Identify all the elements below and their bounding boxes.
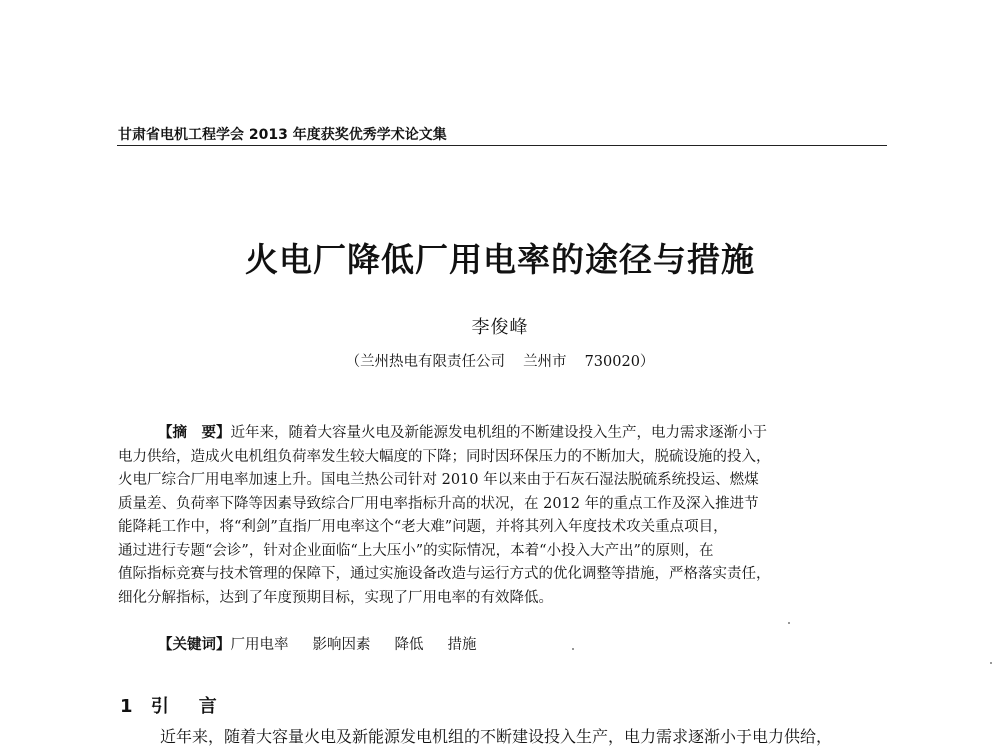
affiliation-open-paren: （ xyxy=(345,354,361,370)
abstract-line: 细化分解指标，达到了年度预期目标，实现了厂用电率的有效降低。 xyxy=(118,589,553,606)
scan-speck xyxy=(572,648,574,650)
author-affiliation xyxy=(0,350,1000,371)
keyword-item: 影响因素 xyxy=(312,637,371,653)
keyword-item: 措施 xyxy=(447,637,477,653)
affiliation-city: 兰州市 xyxy=(523,354,567,370)
affiliation-postcode: 730020 xyxy=(584,354,640,370)
keywords xyxy=(158,633,501,654)
abstract-label: 【摘 要】 xyxy=(158,425,231,441)
section-number: 1 xyxy=(120,696,139,717)
keyword-item: 厂用电率 xyxy=(230,637,289,653)
abstract-line: 质量差、负荷率下降等因素导致综合厂用电率指标升高的状况，在 2012 年的重点工作及深入推进节 xyxy=(118,495,759,512)
abstract-line: 火电厂综合厂用电率加速上升。国电兰热公司针对 2010 年以来由于石灰石湿法脱硫系统投运、燃煤 xyxy=(118,472,759,488)
keyword-item: 降低 xyxy=(394,637,424,653)
author-name: 李俊峰 xyxy=(471,317,529,338)
abstract-line: 电力供给，造成火电机组负荷率发生较大幅度的下降；同时因环保压力的不断加大，脱硫设施的投入， xyxy=(118,448,771,465)
keywords-label: 【关键词】 xyxy=(158,637,231,653)
abstract-line xyxy=(118,422,890,446)
paper-title: 火电厂降低厂用电率的途径与措施 xyxy=(245,240,755,279)
body-paragraph-first-line: 近年来，随着大容量火电及新能源发电机组的不断建设投入生产，电力需求逐渐小于电力供给， xyxy=(160,727,833,746)
affiliation-org: 兰州热电有限责任公司 xyxy=(360,354,506,370)
abstract-line: 通过进行专题“会诊”，针对企业面临“上大压小”的实际情况，本着“小投入大产出”的原则，在 xyxy=(118,542,714,559)
abstract-line: 能降耗工作中，将“利剑”直指厂用电率这个“老大难”问题，并将其列入年度技术攻关重点项目， xyxy=(118,519,728,535)
scan-speck xyxy=(788,622,790,624)
section-title: 引 言 xyxy=(150,696,223,717)
header-rule xyxy=(117,145,887,146)
abstract-line-text: 近年来，随着大容量火电及新能源发电机组的不断建设投入生产，电力需求逐渐小于 xyxy=(230,425,767,441)
section-heading xyxy=(120,692,223,718)
scan-speck xyxy=(990,662,992,664)
abstract-line: 值际指标竞赛与技术管理的保障下，通过实施设备改造与运行方式的优化调整等措施，严格落实责任， xyxy=(118,566,771,582)
running-header: 甘肃省电机工程学会 2013 年度获奖优秀学术论文集 xyxy=(118,127,447,143)
affiliation-close-paren: ） xyxy=(639,354,655,370)
abstract xyxy=(118,422,890,610)
